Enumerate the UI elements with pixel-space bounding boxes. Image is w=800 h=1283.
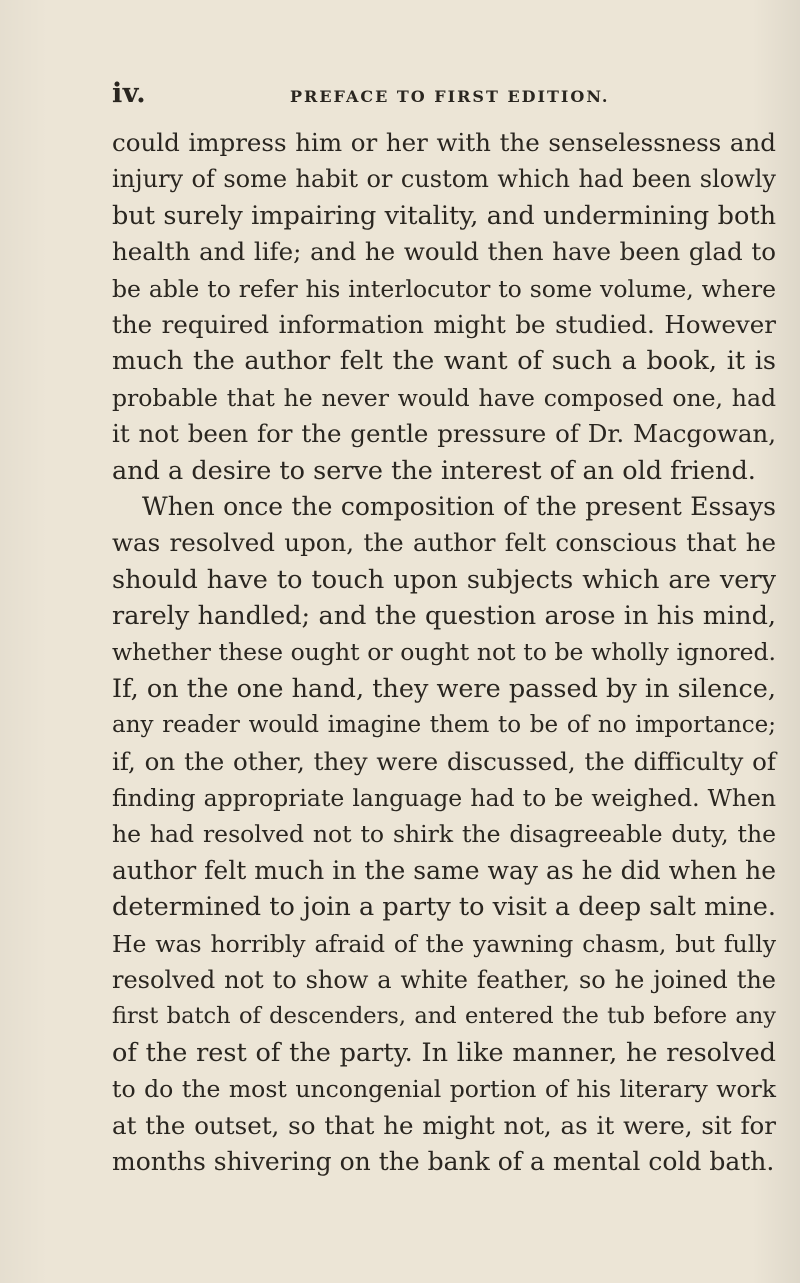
- text-line: determined to join a party to visit a deep salt mine.: [112, 892, 776, 923]
- text-line: of the rest of the party. In like manner, he resolved: [112, 1037, 776, 1068]
- text-line: first batch of descenders, and entered the tub before any: [112, 1003, 776, 1030]
- text-line: injury of some habit or custom which had been slowly: [112, 165, 776, 194]
- text-line: to do the most uncongenial portion of his literary work: [112, 1075, 776, 1104]
- text-line: was resolved upon, the author felt conscious that he: [112, 528, 776, 558]
- text-line: finding appropriate language had to be weighed. When: [112, 784, 776, 813]
- text-line: at the outset, so that he might not, as it were, sit for: [112, 1110, 776, 1140]
- text-line: but surely impairing vitality, and undermining both: [112, 200, 776, 231]
- text-line: should have to touch upon subjects which are very: [112, 564, 776, 595]
- text-line: rarely handled; and the question arose in his mind,: [112, 601, 776, 632]
- text-line: any reader would imagine them to be of no importance;: [112, 712, 776, 739]
- paragraph-end-line: months shivering on the bank of a mental cold bath.: [112, 1146, 775, 1176]
- paragraph-end-line: and a desire to serve the interest of an old friend.: [112, 455, 756, 486]
- running-head: [112, 78, 752, 112]
- text-line: he had resolved not to shirk the disagreeable duty, the: [112, 820, 776, 849]
- page-number: iv.: [112, 78, 147, 109]
- text-line: it not been for the gentle pressure of Dr. Macgowan,: [112, 419, 776, 449]
- text-line: author felt much in the same way as he did when he: [112, 855, 776, 885]
- text-line: the required information might be studied. However: [112, 309, 776, 339]
- text-line: whether these ought or ought not to be wholly ignored.: [112, 638, 776, 667]
- text-line: probable that he never would have composed one, had: [112, 383, 776, 412]
- text-line: If, on the one hand, they were passed by in silence,: [112, 673, 776, 704]
- text-line: resolved not to show a white feather, so he joined the: [112, 965, 776, 994]
- running-title: PREFACE TO FIRST EDITION.: [290, 87, 610, 106]
- text-line: could impress him or her with the senselessness and: [112, 128, 776, 157]
- body-text: [112, 125, 776, 1180]
- text-line: much the author felt the want of such a book, it is: [112, 346, 776, 377]
- text-line: be able to refer his interlocutor to some volume, where: [112, 274, 776, 303]
- text-line: health and life; and he would then have been glad to: [112, 237, 776, 267]
- paragraph-start-line: When once the composition of the present Essays: [142, 491, 776, 521]
- text-line: if, on the other, they were discussed, the difficulty of: [112, 746, 776, 776]
- text-line: He was horribly afraid of the yawning chasm, but fully: [112, 929, 776, 958]
